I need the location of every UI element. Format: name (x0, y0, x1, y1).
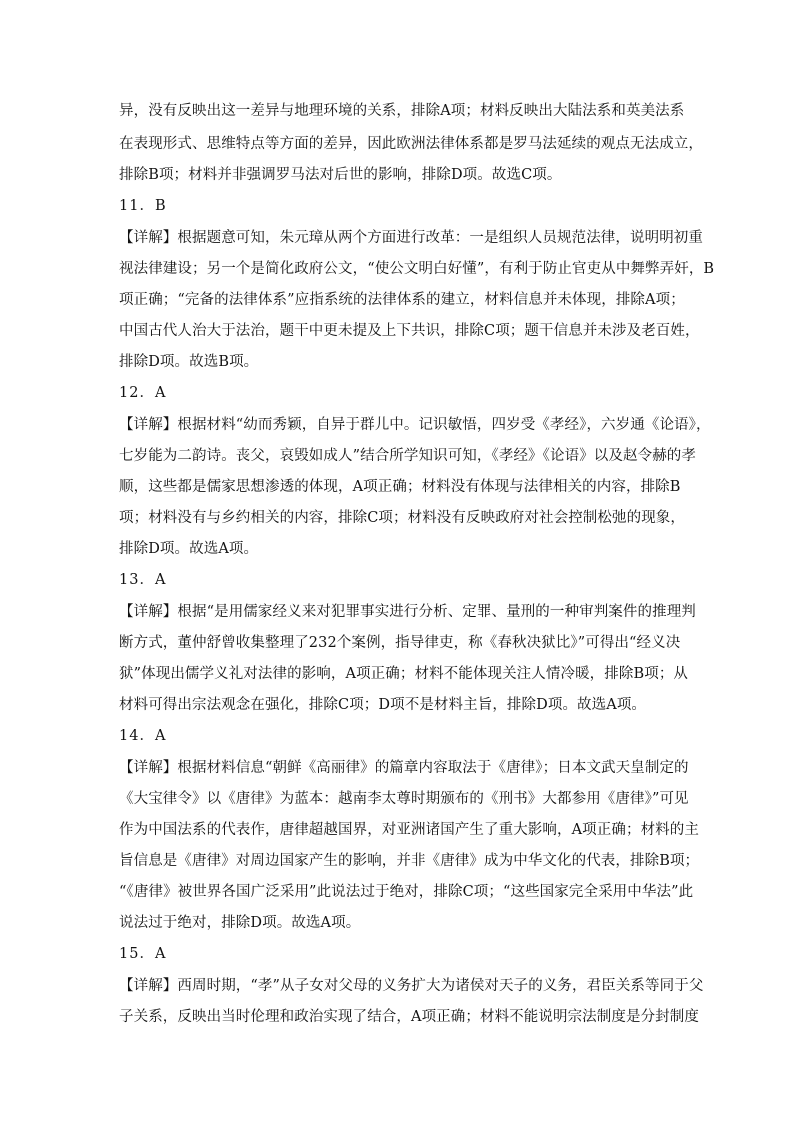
text-line: 在表现形式、思维特点等方面的差异，因此欧洲法律体系都是罗马法延续的观点无法成立， (119, 136, 703, 152)
text-line: 排除B项；材料并非强调罗马法对后世的影响，排除D项。故选C项。 (119, 167, 562, 183)
text-line: 排除D项。故选B项。 (119, 354, 259, 370)
text-line: 视法律建设；另一个是简化政府公文，“使公文明白好懂”，有利于防止官吏从中舞弊弄奸，B (119, 261, 715, 277)
text-line: 【详解】西周时期，“孝”从子女对父母的义务扩大为诸侯对天子的义务，君臣关系等同于父 (119, 978, 704, 994)
text-line: 中国古代人治大于法治，题干中更未提及上下共识，排除C项；题干信息并未涉及老百姓， (119, 323, 700, 339)
question-number: 12．A (119, 385, 167, 401)
text-line: 说法过于绝对，排除D项。故选A项。 (119, 915, 361, 931)
text-line: 七岁能为二韵诗。丧父，哀毁如成人”结合所学知识可知，《孝经》《论语》以及赵令赫的孝 (119, 448, 697, 464)
text-line: 子关系，反映出当时伦理和政治实现了结合，A项正确；材料不能说明宗法制度是分封制度 (119, 1009, 699, 1025)
text-line: 材料可得出宗法观念在强化，排除C项；D项不是材料主旨，排除D项。故选A项。 (119, 697, 647, 713)
text-line: 《大宝律令》以《唐律》为蓝本：越南李太尊时期颁布的《刑书》大都参用《唐律》”可见 (119, 791, 689, 807)
text-line: 项正确；“完备的法律体系”应指系统的法律体系的建立，材料信息并未体现，排除A项； (119, 292, 685, 308)
question-number: 14．A (119, 728, 167, 744)
text-line: 异，没有反映出这一差异与地理环境的关系，排除A项；材料反映出大陆法系和英美法系 (119, 103, 685, 119)
question-number: 11．B (119, 198, 167, 214)
text-line: “《唐律》被世界各国广泛采用”此说法过于绝对，排除C项；“这些国家完全采用中华法”此 (119, 884, 694, 900)
text-line: 【详解】根据“是用儒家经义来对犯罪事实进行分析、定罪、量刑的一种审判案件的推理判 (119, 604, 696, 620)
text-line: 项；材料没有与乡约相关的内容，排除C项；材料没有反映政府对社会控制松弛的现象， (119, 510, 685, 526)
text-line: 顺，这些都是儒家思想渗透的体现，A项正确；材料没有体现与法律相关的内容，排除B (119, 479, 681, 495)
text-line: 断方式，董仲舒曾收集整理了232个案例，指导律吏，称《春秋决狱比》”可得出“经义决 (119, 635, 681, 651)
text-line: 作为中国法系的代表作，唐律超越国界，对亚洲诸国产生了重大影响，A项正确；材料的主 (119, 822, 699, 838)
question-number: 15．A (119, 946, 167, 962)
question-number: 13．A (119, 572, 167, 588)
text-line: 排除D项。故选A项。 (119, 541, 259, 557)
text-line: 【详解】根据题意可知，朱元璋从两个方面进行改革：一是组织人员规范法律，说明明初重 (119, 230, 703, 246)
text-line: 旨信息是《唐律》对周边国家产生的影响，并非《唐律》成为中华文化的代表，排除B项； (119, 853, 700, 869)
text-line: 狱”体现出儒学义礼对法律的影响，A项正确；材料不能体现关注人情冷暖，排除B项；从 (119, 666, 689, 682)
text-line: 【详解】根据材料信息“朝鲜《高丽律》的篇章内容取法于《唐律》；日本文武天皇制定的 (119, 760, 689, 776)
text-line: 【详解】根据材料“幼而秀颖，自异于群儿中。记识敏悟，四岁受《孝经》，六岁通《论语》， (119, 417, 711, 433)
